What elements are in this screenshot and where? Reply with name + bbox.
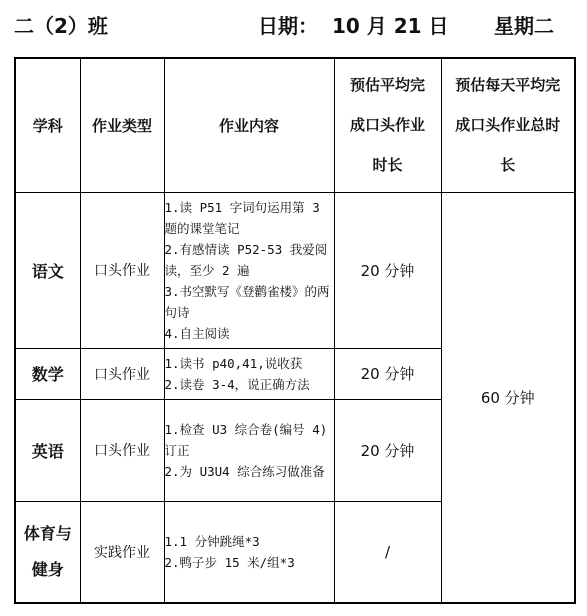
duration-cell: 20 分钟 xyxy=(334,192,441,348)
subject-cell: 数学 xyxy=(15,348,80,399)
column-header-avg-duration xyxy=(334,58,441,192)
duration-cell: 20 分钟 xyxy=(334,399,441,501)
table-header-row xyxy=(15,58,575,192)
type-cell: 口头作业 xyxy=(80,192,164,348)
weekday: 星期二 xyxy=(494,14,554,38)
content-line: 1.1 分钟跳绳*3 xyxy=(164,533,260,549)
content-cell xyxy=(164,192,334,348)
content-line: 2.鸭子步 15 米/组*3 xyxy=(164,554,295,570)
column-header-line: 预估平均完 xyxy=(349,76,425,95)
table-row-chinese xyxy=(15,192,575,348)
content-line: 2.读卷 3-4，说正确方法 xyxy=(164,376,310,392)
content-cell xyxy=(164,501,334,603)
page-header xyxy=(14,11,574,41)
subject-cell: 英语 xyxy=(15,399,80,501)
subject-cell: 语文 xyxy=(15,192,80,348)
column-header-subject: 学科 xyxy=(15,58,80,192)
column-header-line: 预估每天平均完 xyxy=(455,76,561,95)
content-line: 1.读 P51 字词句运用第 3 题的课堂笔记 xyxy=(164,199,320,236)
content-line: 3.书空默写《登鹳雀楼》的两句诗 xyxy=(164,283,330,320)
content-line: 2.有感情读 P52-53 我爱阅读，至少 2 遍 xyxy=(164,241,328,278)
column-header-type: 作业类型 xyxy=(80,58,164,192)
content-cell xyxy=(164,399,334,501)
total-duration-cell: 60 分钟 xyxy=(441,192,575,603)
type-cell: 口头作业 xyxy=(80,348,164,399)
content-line: 2.为 U3U4 综合练习做准备 xyxy=(164,463,325,479)
date-value: 10 月 21 日 xyxy=(332,14,449,38)
content-line: 1.读书 p40,41,说收获 xyxy=(164,355,303,371)
homework-table xyxy=(14,57,576,604)
type-cell: 口头作业 xyxy=(80,399,164,501)
subject-line: 体育与 xyxy=(23,523,72,543)
content-cell xyxy=(164,348,334,399)
duration-cell: 20 分钟 xyxy=(334,348,441,399)
subject-line: 健身 xyxy=(31,559,64,579)
date-label: 日期： xyxy=(258,14,318,38)
subject-cell xyxy=(15,501,80,603)
column-header-line: 成口头作业总时 xyxy=(455,116,561,135)
content-line: 4.自主阅读 xyxy=(164,325,230,341)
column-header-line: 时长 xyxy=(372,156,403,175)
content-line: 1.检查 U3 综合卷(编号 4)订正 xyxy=(164,421,328,458)
duration-cell: / xyxy=(334,501,441,603)
class-name: 二（2）班 xyxy=(14,14,108,38)
column-header-line: 成口头作业 xyxy=(349,116,425,135)
column-header-content: 作业内容 xyxy=(164,58,334,192)
column-header-total-duration xyxy=(441,58,575,192)
type-cell: 实践作业 xyxy=(80,501,164,603)
column-header-line: 长 xyxy=(500,156,516,175)
date-block xyxy=(258,11,449,41)
